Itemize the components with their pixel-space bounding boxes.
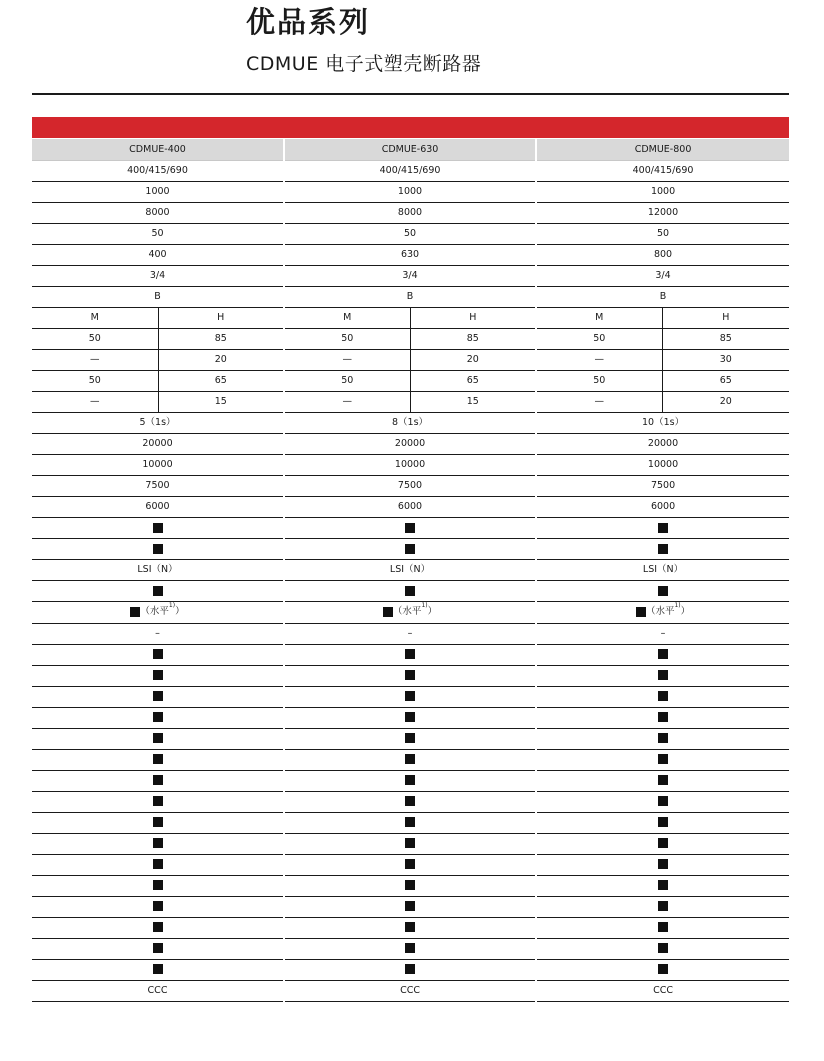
table-cell xyxy=(32,791,284,812)
table-cell xyxy=(536,896,789,917)
table-cell xyxy=(32,686,284,707)
table-cell xyxy=(536,875,789,896)
table-cell: 50 xyxy=(32,224,284,245)
table-cell: 400/415/690 xyxy=(32,161,284,182)
table-row xyxy=(32,602,789,624)
table-row xyxy=(32,518,789,539)
filled-square-icon xyxy=(658,733,668,743)
table-cell xyxy=(536,665,789,686)
table-cell: 7500 xyxy=(32,476,284,497)
table-cell: LSI（N） xyxy=(536,560,789,581)
table-cell xyxy=(284,728,536,749)
table-cell xyxy=(32,959,284,980)
table-cell: 3/4 xyxy=(536,266,789,287)
table-cell xyxy=(284,875,536,896)
table-cell xyxy=(32,728,284,749)
table-cell: CCC xyxy=(284,980,536,1001)
series-title: 优品系列 xyxy=(246,5,371,39)
table-cell xyxy=(536,707,789,728)
table-row xyxy=(32,770,789,791)
filled-square-icon xyxy=(658,964,668,974)
filled-square-icon xyxy=(153,859,163,869)
table-cell xyxy=(284,539,536,560)
filled-square-icon xyxy=(405,670,415,680)
filled-square-icon xyxy=(405,859,415,869)
filled-square-icon xyxy=(405,733,415,743)
table-cell: 65 xyxy=(158,371,284,392)
table-cell xyxy=(284,917,536,938)
filled-square-icon xyxy=(405,817,415,827)
table-cell xyxy=(32,938,284,959)
table-row xyxy=(32,938,789,959)
table-cell: 30 xyxy=(662,350,789,371)
table-cell xyxy=(284,665,536,686)
table-cell: — xyxy=(284,392,410,413)
table-cell: — xyxy=(536,392,662,413)
filled-square-icon xyxy=(153,691,163,701)
table-row xyxy=(32,329,789,350)
table-cell: 1000 xyxy=(32,182,284,203)
table-cell xyxy=(284,686,536,707)
table-cell xyxy=(32,581,284,602)
filled-square-icon xyxy=(405,586,415,596)
table-row xyxy=(32,287,789,308)
footnote-ref: 1) xyxy=(674,602,681,609)
table-row xyxy=(32,854,789,875)
table-row xyxy=(32,833,789,854)
table-row xyxy=(32,455,789,476)
filled-square-icon xyxy=(658,712,668,722)
table-cell xyxy=(284,518,536,539)
table-cell: 50 xyxy=(536,371,662,392)
filled-square-icon xyxy=(153,544,163,554)
table-cell xyxy=(284,707,536,728)
table-cell xyxy=(284,791,536,812)
filled-square-icon xyxy=(153,586,163,596)
table-cell xyxy=(536,938,789,959)
table-cell xyxy=(536,728,789,749)
table-row xyxy=(32,980,789,1001)
filled-square-icon xyxy=(153,670,163,680)
table-cell xyxy=(536,917,789,938)
table-cell: – xyxy=(284,623,536,644)
table-row xyxy=(32,812,789,833)
mounting-note: （水平 xyxy=(645,606,675,617)
table-row xyxy=(32,686,789,707)
table-row xyxy=(32,749,789,770)
filled-square-icon xyxy=(658,943,668,953)
filled-square-icon xyxy=(658,691,668,701)
title-divider xyxy=(32,93,789,95)
filled-square-icon xyxy=(405,775,415,785)
filled-square-icon xyxy=(405,544,415,554)
table-cell xyxy=(32,833,284,854)
filled-square-icon xyxy=(153,775,163,785)
table-cell: 20000 xyxy=(284,434,536,455)
table-cell: — xyxy=(32,392,158,413)
table-cell xyxy=(32,770,284,791)
table-row xyxy=(32,224,789,245)
filled-square-icon xyxy=(658,544,668,554)
table-cell: 50 xyxy=(32,371,158,392)
table-cell: 10000 xyxy=(284,455,536,476)
table-row xyxy=(32,203,789,224)
filled-square-icon xyxy=(383,607,393,617)
table-cell: 85 xyxy=(158,329,284,350)
filled-square-icon xyxy=(153,523,163,533)
table-cell: 630 xyxy=(284,245,536,266)
table-cell: 15 xyxy=(410,392,536,413)
table-row xyxy=(32,875,789,896)
table-cell: H xyxy=(662,308,789,329)
table-cell: LSI（N） xyxy=(32,560,284,581)
table-cell xyxy=(32,665,284,686)
filled-square-icon xyxy=(405,691,415,701)
table-cell: 50 xyxy=(284,371,410,392)
product-title: CDMUE 电子式塑壳断路器 xyxy=(246,53,482,75)
table-cell: M xyxy=(284,308,410,329)
table-cell: 50 xyxy=(32,329,158,350)
filled-square-icon xyxy=(658,670,668,680)
filled-square-icon xyxy=(658,817,668,827)
table-cell xyxy=(32,812,284,833)
footnote-ref: 1) xyxy=(168,602,176,609)
table-cell: H xyxy=(158,308,284,329)
table-cell xyxy=(536,812,789,833)
table-cell: M xyxy=(32,308,158,329)
table-cell: 400/415/690 xyxy=(536,161,789,182)
table-cell: B xyxy=(284,287,536,308)
table-cell xyxy=(32,896,284,917)
table-cell xyxy=(536,833,789,854)
table-cell xyxy=(32,749,284,770)
table-cell xyxy=(32,602,284,624)
table-cell: 7500 xyxy=(536,476,789,497)
table-cell xyxy=(536,581,789,602)
filled-square-icon xyxy=(130,607,140,617)
table-cell: 20 xyxy=(662,392,789,413)
spec-table xyxy=(32,139,789,1002)
table-cell: 20000 xyxy=(536,434,789,455)
table-cell: 8000 xyxy=(32,203,284,224)
table-row xyxy=(32,182,789,203)
table-cell: 10000 xyxy=(32,455,284,476)
table-cell xyxy=(536,749,789,770)
table-cell: 7500 xyxy=(284,476,536,497)
filled-square-icon xyxy=(405,922,415,932)
table-row xyxy=(32,644,789,665)
table-row xyxy=(32,308,789,329)
table-cell xyxy=(536,791,789,812)
table-cell: M xyxy=(536,308,662,329)
table-cell xyxy=(284,749,536,770)
filled-square-icon xyxy=(153,880,163,890)
table-cell xyxy=(284,812,536,833)
filled-square-icon xyxy=(658,880,668,890)
table-cell xyxy=(284,602,536,624)
table-cell: 3/4 xyxy=(32,266,284,287)
table-row xyxy=(32,791,789,812)
table-cell xyxy=(32,875,284,896)
model-name: CDMUE-630 xyxy=(284,139,536,161)
model-name: CDMUE-800 xyxy=(536,139,789,161)
table-cell xyxy=(284,833,536,854)
table-cell: B xyxy=(536,287,789,308)
table-cell xyxy=(284,938,536,959)
table-cell: 400 xyxy=(32,245,284,266)
filled-square-icon xyxy=(658,523,668,533)
table-row xyxy=(32,560,789,581)
table-row xyxy=(32,392,789,413)
filled-square-icon xyxy=(405,838,415,848)
filled-square-icon xyxy=(153,712,163,722)
table-cell: 15 xyxy=(158,392,284,413)
table-cell: 85 xyxy=(662,329,789,350)
table-cell xyxy=(284,959,536,980)
table-cell: 5（1s） xyxy=(32,413,284,434)
table-cell xyxy=(536,854,789,875)
table-cell: 50 xyxy=(536,224,789,245)
table-row xyxy=(32,371,789,392)
table-cell: 50 xyxy=(284,329,410,350)
filled-square-icon xyxy=(658,649,668,659)
filled-square-icon xyxy=(405,523,415,533)
filled-square-icon xyxy=(153,817,163,827)
mounting-note: （水平 xyxy=(392,606,422,617)
table-row xyxy=(32,959,789,980)
table-cell: 50 xyxy=(536,329,662,350)
table-cell: H xyxy=(410,308,536,329)
filled-square-icon xyxy=(405,943,415,953)
filled-square-icon xyxy=(405,796,415,806)
table-row xyxy=(32,350,789,371)
filled-square-icon xyxy=(658,922,668,932)
table-cell: B xyxy=(32,287,284,308)
table-cell: 800 xyxy=(536,245,789,266)
filled-square-icon xyxy=(658,901,668,911)
table-cell: 85 xyxy=(410,329,536,350)
filled-square-icon xyxy=(636,607,646,617)
mounting-note-close: ） xyxy=(175,606,185,617)
table-cell: 1000 xyxy=(536,182,789,203)
table-row xyxy=(32,917,789,938)
table-cell xyxy=(536,686,789,707)
filled-square-icon xyxy=(153,754,163,764)
table-cell xyxy=(284,644,536,665)
table-cell: 6000 xyxy=(536,497,789,518)
table-cell: CCC xyxy=(536,980,789,1001)
filled-square-icon xyxy=(153,943,163,953)
table-row xyxy=(32,497,789,518)
filled-square-icon xyxy=(405,901,415,911)
table-cell xyxy=(32,707,284,728)
table-cell xyxy=(32,518,284,539)
table-row xyxy=(32,623,789,644)
filled-square-icon xyxy=(153,733,163,743)
table-row xyxy=(32,161,789,182)
filled-square-icon xyxy=(658,838,668,848)
filled-square-icon xyxy=(405,964,415,974)
table-cell xyxy=(284,770,536,791)
filled-square-icon xyxy=(153,964,163,974)
table-cell xyxy=(536,770,789,791)
table-row xyxy=(32,665,789,686)
table-cell: 20 xyxy=(410,350,536,371)
table-cell: LSI（N） xyxy=(284,560,536,581)
filled-square-icon xyxy=(405,712,415,722)
table-cell xyxy=(32,539,284,560)
table-cell: 10000 xyxy=(536,455,789,476)
table-cell xyxy=(536,539,789,560)
table-cell: 65 xyxy=(662,371,789,392)
table-cell xyxy=(32,644,284,665)
table-row xyxy=(32,581,789,602)
filled-square-icon xyxy=(153,901,163,911)
table-row xyxy=(32,707,789,728)
filled-square-icon xyxy=(405,649,415,659)
table-cell: — xyxy=(284,350,410,371)
filled-square-icon xyxy=(153,796,163,806)
table-row xyxy=(32,896,789,917)
table-cell xyxy=(284,581,536,602)
model-header-row xyxy=(32,139,789,161)
table-cell: 400/415/690 xyxy=(284,161,536,182)
table-cell xyxy=(284,896,536,917)
filled-square-icon xyxy=(153,838,163,848)
filled-square-icon xyxy=(658,775,668,785)
mounting-note: （水平 xyxy=(140,606,169,617)
table-cell: 10（1s） xyxy=(536,413,789,434)
table-cell xyxy=(32,917,284,938)
table-cell: – xyxy=(536,623,789,644)
table-cell xyxy=(536,518,789,539)
model-name: CDMUE-400 xyxy=(32,139,284,161)
table-cell: CCC xyxy=(32,980,284,1001)
table-cell: 20000 xyxy=(32,434,284,455)
table-row xyxy=(32,413,789,434)
table-cell xyxy=(536,959,789,980)
table-cell: 8（1s） xyxy=(284,413,536,434)
table-cell: 8000 xyxy=(284,203,536,224)
table-cell: 1000 xyxy=(284,182,536,203)
table-cell xyxy=(284,854,536,875)
filled-square-icon xyxy=(153,922,163,932)
filled-square-icon xyxy=(658,754,668,764)
table-cell: 20 xyxy=(158,350,284,371)
table-cell: 3/4 xyxy=(284,266,536,287)
filled-square-icon xyxy=(658,859,668,869)
mounting-note-close: ） xyxy=(680,606,691,617)
table-row xyxy=(32,266,789,287)
table-cell: — xyxy=(536,350,662,371)
table-banner xyxy=(32,117,789,138)
table-cell xyxy=(32,854,284,875)
table-row xyxy=(32,476,789,497)
filled-square-icon xyxy=(658,796,668,806)
table-row xyxy=(32,245,789,266)
table-row xyxy=(32,728,789,749)
table-cell xyxy=(536,644,789,665)
filled-square-icon xyxy=(658,586,668,596)
table-row xyxy=(32,539,789,560)
table-cell xyxy=(536,602,789,624)
table-cell: — xyxy=(32,350,158,371)
table-cell: 65 xyxy=(410,371,536,392)
filled-square-icon xyxy=(405,754,415,764)
footnote-ref: 1) xyxy=(421,602,428,609)
table-row xyxy=(32,434,789,455)
table-cell: 6000 xyxy=(32,497,284,518)
table-cell: 12000 xyxy=(536,203,789,224)
table-cell: 6000 xyxy=(284,497,536,518)
table-cell: – xyxy=(32,623,284,644)
filled-square-icon xyxy=(153,649,163,659)
table-cell: 50 xyxy=(284,224,536,245)
mounting-note-close: ） xyxy=(427,606,438,617)
filled-square-icon xyxy=(405,880,415,890)
